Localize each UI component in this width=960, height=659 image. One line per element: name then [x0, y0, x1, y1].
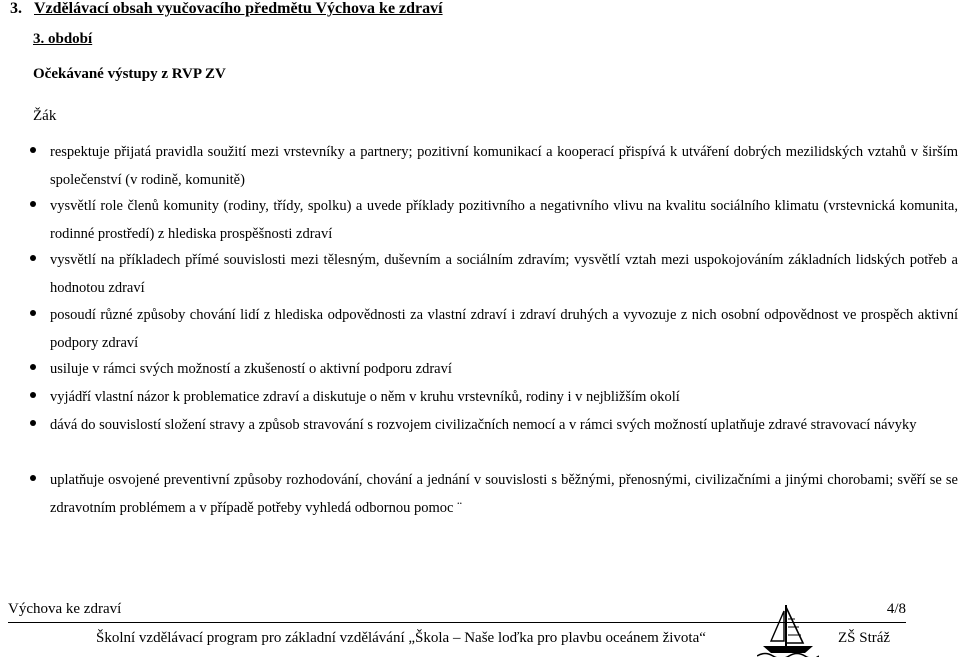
section-number: 3.: [10, 0, 22, 17]
bullet-icon: [30, 420, 36, 426]
footer-school: ZŠ Stráž: [838, 630, 891, 646]
list-item-text: vyjádří vlastní názor k problematice zdraví a diskutuje o něm v kruhu vrstevníků, rodiny i v nejbližším okolí: [50, 389, 680, 405]
footer-page-number: 4/8: [886, 601, 906, 617]
section-title: Vzdělávací obsah vyučovacího předmětu Výchova ke zdraví: [34, 0, 443, 17]
list-item-text: vysvětlí role členů komunity (rodiny, třídy, spolku) a uvede příklady pozitivního a negativního vlivu na kvalitu sociálního klimatu (vrstevnická komunita, rodinné prostředí) z hlediska prospěšnosti zdraví: [50, 198, 958, 242]
bullet-icon: [30, 201, 36, 207]
section-heading: [10, 0, 443, 20]
bullet-icon: [30, 364, 36, 370]
list-item-text: uplatňuje osvojené preventivní způsoby rozhodování, chování a jednání v souvislosti s běžnými, přenosnými, civilizačními a jinými chorobami; svěří se se zdravotním problémem a v případě potřeby vyhledá odbornou pomoc ¨: [50, 472, 958, 516]
list-item-text: respektuje přijatá pravidla soužití mezi vrstevníky a partnery; pozitivní komunikací a kooperací přispívá k utváření dobrých mezilidských vztahů v širším společenství (v rodině, komunitě): [50, 144, 958, 188]
sailboat-logo-icon: [757, 601, 819, 657]
list-item-text: usiluje v rámci svých možností a zkušeností o aktivní podporu zdraví: [50, 361, 452, 377]
pupil-label: Žák: [33, 108, 57, 124]
list-item-text: dává do souvislostí složení stravy a způsob stravování s rozvojem civilizačních nemocí a v rámci svých možností uplatňuje zdravé stravovací návyky: [50, 417, 917, 433]
bullet-icon: [30, 310, 36, 316]
outcomes-title: Očekávané výstupy z RVP ZV: [33, 66, 226, 82]
footer-course: Výchova ke zdraví: [8, 601, 122, 617]
list-item-text: vysvětlí na příkladech přímé souvislosti mezi tělesným, duševním a sociálním zdravím; vysvětlí vztah mezi uspokojováním základních lidských potřeb a hodnotou zdraví: [50, 252, 958, 296]
list-item-text: posoudí různé způsoby chování lidí z hlediska odpovědnosti za vlastní zdraví i zdraví druhých a vyvozuje z nich osobní odpovědnost ve prospěch aktivní podpory zdraví: [50, 307, 958, 351]
period-label: 3. období: [33, 31, 93, 47]
bullet-icon: [30, 255, 36, 261]
bullet-icon: [30, 147, 36, 153]
bullet-icon: [30, 392, 36, 398]
bullet-icon: [30, 475, 36, 481]
footer-program: Školní vzdělávací program pro základní vzdělávání „Škola – Naše loďka pro plavbu oceánem života“: [96, 630, 706, 646]
